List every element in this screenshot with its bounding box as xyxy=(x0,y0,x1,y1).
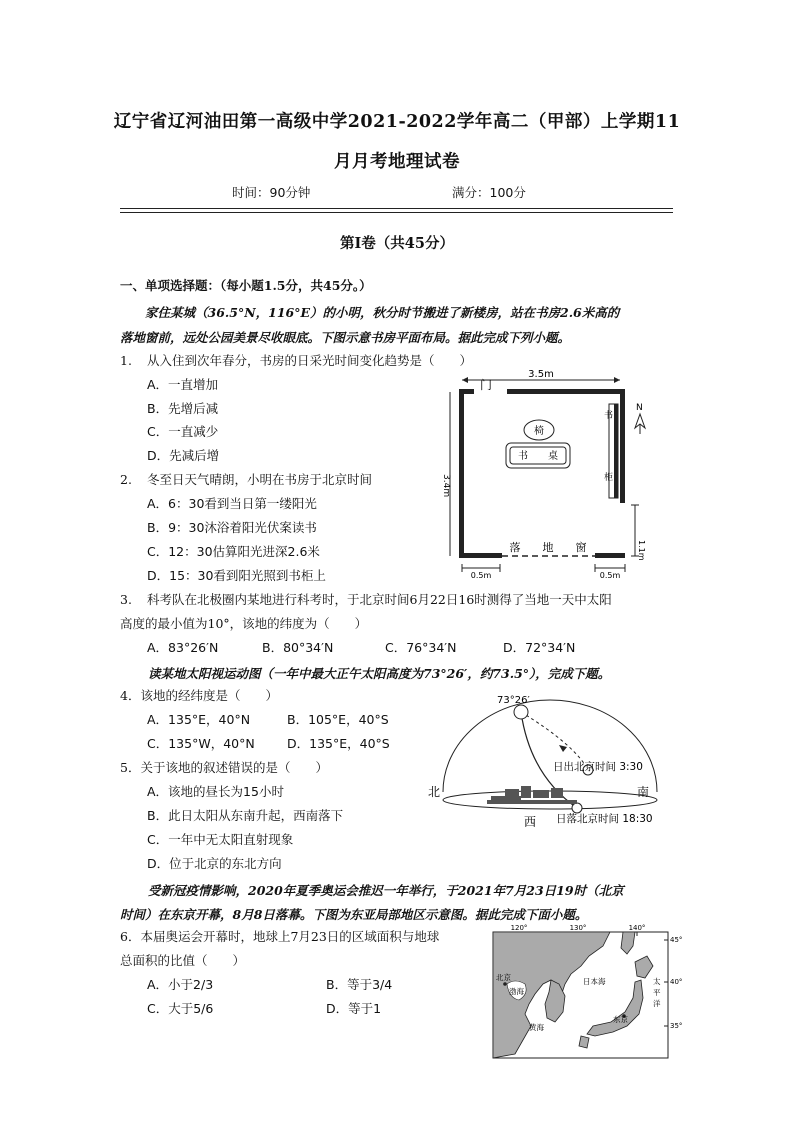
wall-left xyxy=(459,389,464,556)
q2-option-b[interactable]: B．9：30沐浴着阳光伏案读书 xyxy=(147,520,317,535)
q4-option-a[interactable]: A．135°E，40°N xyxy=(147,712,251,727)
window-label: 落 地 窗 xyxy=(509,541,587,554)
wall-right xyxy=(620,389,625,503)
height-label: 3.4m xyxy=(441,474,451,498)
lat-label-45: 45° xyxy=(670,936,683,944)
q5-option-b[interactable]: B．此日太阳从东南升起，西南落下 xyxy=(147,808,344,823)
desk-label: 书 桌 xyxy=(518,451,558,462)
arrow-left xyxy=(462,377,468,383)
pacific-label-2: 平 xyxy=(653,988,661,997)
q2-text: 冬至日天气晴朗，小明在书房于北京时间 xyxy=(147,472,373,487)
study-floor-plan-diagram xyxy=(440,370,670,580)
q6-option-a[interactable]: A．小于2/3 xyxy=(147,977,214,992)
header-rule-bottom xyxy=(120,212,673,213)
q3-line1: 科考队在北极圈内某地进行科考时，于北京时间6月22日16时测得了当地一天中太阳 xyxy=(147,592,612,607)
intro2: 读某地太阳视运动图（一年中最大正午太阳高度为73°26′，约73.5°），完成下题。 xyxy=(148,666,611,681)
kyushu-island xyxy=(579,1036,589,1048)
header-rule-top xyxy=(120,208,673,209)
q1-text: 从入住到次年春分，书房的日采光时间变化趋势是（ ） xyxy=(147,353,473,368)
q4-option-b[interactable]: B．105°E，40°S xyxy=(287,712,389,727)
intro1-line1: 家住某城（36.5°N，116°E）的小明，秋分时节搬进了新楼房，站在书房2.6米高的 xyxy=(145,305,620,320)
q2-option-d[interactable]: D．15：30看到阳光照到书柜上 xyxy=(147,568,326,583)
q2-number: 2. xyxy=(120,472,132,487)
bohai-label: 渤海 xyxy=(509,987,524,996)
lat-label-35: 35° xyxy=(670,1022,683,1030)
q3-option-b[interactable]: B．80°34′N xyxy=(262,640,334,655)
sun-set xyxy=(572,803,582,813)
width-label: 3.5m xyxy=(528,370,554,380)
q3-option-d[interactable]: D．72°34′N xyxy=(503,640,576,655)
part-title: 一、单项选择题：（每小题1.5分，共45分。） xyxy=(120,278,372,293)
sunset-label: 日落北京时间 18:30 xyxy=(556,813,653,825)
q3-option-a[interactable]: A．83°26′N xyxy=(147,640,219,655)
door-label: 门 xyxy=(480,378,493,392)
q5-option-c[interactable]: C．一年中无太阳直射现象 xyxy=(147,832,294,847)
north-label: N xyxy=(636,403,643,413)
q6-option-b[interactable]: B．等于3/4 xyxy=(326,977,393,992)
section-title: 第Ⅰ卷（共45分） xyxy=(340,235,454,252)
q6-option-d[interactable]: D．等于1 xyxy=(326,1001,382,1016)
sun-noon xyxy=(514,705,528,719)
q3-line2: 高度的最小值为10°，该地的纬度为（ ） xyxy=(120,616,368,631)
pacific-label-1: 太 xyxy=(653,977,661,986)
west-direction-label: 西 xyxy=(524,815,537,829)
intro1-line2: 落地窗前，远处公园美景尽收眼底。下图示意书房平面布局。据此完成下列小题。 xyxy=(120,330,571,345)
yellow-sea-label: 黄海 xyxy=(529,1023,544,1032)
japan-sea-label: 日本海 xyxy=(583,977,606,986)
lon-label-120: 120° xyxy=(510,924,528,932)
intro3-line2: 时间）在东京开幕，8月8日落幕。下图为东亚局部地区示意图。据此完成下面小题。 xyxy=(120,907,588,922)
lon-label-140: 140° xyxy=(628,924,646,932)
q5-option-a[interactable]: A．该地的昼长为15小时 xyxy=(147,784,284,799)
wall-top-left xyxy=(459,389,474,394)
beijing-label: 北京 xyxy=(496,973,511,982)
tokyo-label: 东京 xyxy=(613,1015,628,1024)
wall-bottom-right xyxy=(595,553,625,558)
q3-option-c[interactable]: C．76°34′N xyxy=(385,640,457,655)
east-asia-map xyxy=(485,922,685,1062)
bookcase-label-top: 书 xyxy=(604,411,614,421)
q1-option-c[interactable]: C．一直减少 xyxy=(147,424,219,439)
noon-angle-label: 73°26′ xyxy=(497,695,530,706)
exam-score: 满分：100分 xyxy=(452,185,526,200)
q1-option-d[interactable]: D．先减后增 xyxy=(147,448,220,463)
q6-line1: 6．本届奥运会开幕时，地球上7月23日的区域面积与地球 xyxy=(120,929,440,944)
pacific-label-3: 洋 xyxy=(653,999,661,1008)
wall-top-right xyxy=(507,389,625,394)
bookcase-label-bottom: 柜 xyxy=(604,473,614,483)
q4-option-c[interactable]: C．135°W，40°N xyxy=(147,736,255,751)
chair-label: 椅 xyxy=(534,426,544,437)
south-direction-label: 南 xyxy=(637,785,650,799)
q1-option-a[interactable]: A．一直增加 xyxy=(147,377,219,392)
q3-number: 3. xyxy=(120,592,132,607)
north-direction-label: 北 xyxy=(428,785,441,799)
q1-number: 1. xyxy=(120,353,132,368)
exam-title-line1: 辽宁省辽河油田第一高级中学2021-2022学年高二（甲部）上学期11 xyxy=(113,112,681,132)
sun-path-arrow xyxy=(559,745,567,752)
lon-label-130: 130° xyxy=(569,924,587,932)
exam-time: 时间：90分钟 xyxy=(232,185,311,200)
q1-option-b[interactable]: B．先增后减 xyxy=(147,401,219,416)
q4-option-d[interactable]: D．135°E，40°S xyxy=(287,736,390,751)
right-gap-label: 0.5m xyxy=(599,571,621,580)
q5-text: 5．关于该地的叙述错误的是（ ） xyxy=(120,760,328,775)
sun-path-diagram xyxy=(425,690,675,835)
bookcase-back xyxy=(614,404,618,498)
q6-option-c[interactable]: C．大于5/6 xyxy=(147,1001,214,1016)
lat-label-40: 40° xyxy=(670,978,683,986)
side-dimension-label: 1.1m xyxy=(637,540,646,561)
city-buildings xyxy=(487,786,577,804)
q6-line2: 总面积的比值（ ） xyxy=(120,953,246,968)
exam-title-line2: 月月考地理试卷 xyxy=(334,152,460,172)
q4-text: 4．该地的经纬度是（ ） xyxy=(120,688,278,703)
wall-bottom-left xyxy=(459,553,502,558)
celestial-dome xyxy=(443,700,657,792)
q2-option-c[interactable]: C．12：30估算阳光进深2.6米 xyxy=(147,544,320,559)
q5-option-d[interactable]: D．位于北京的东北方向 xyxy=(147,856,282,871)
q2-option-a[interactable]: A．6：30看到当日第一缕阳光 xyxy=(147,496,317,511)
beijing-dot xyxy=(503,982,507,986)
left-gap-label: 0.5m xyxy=(470,571,492,580)
intro3-line1: 受新冠疫情影响，2020年夏季奥运会推迟一年举行，于2021年7月23日19时（北京 xyxy=(148,883,624,898)
sunrise-label: 日出北京时间 3:30 xyxy=(553,761,643,773)
arrow-right xyxy=(614,377,620,383)
